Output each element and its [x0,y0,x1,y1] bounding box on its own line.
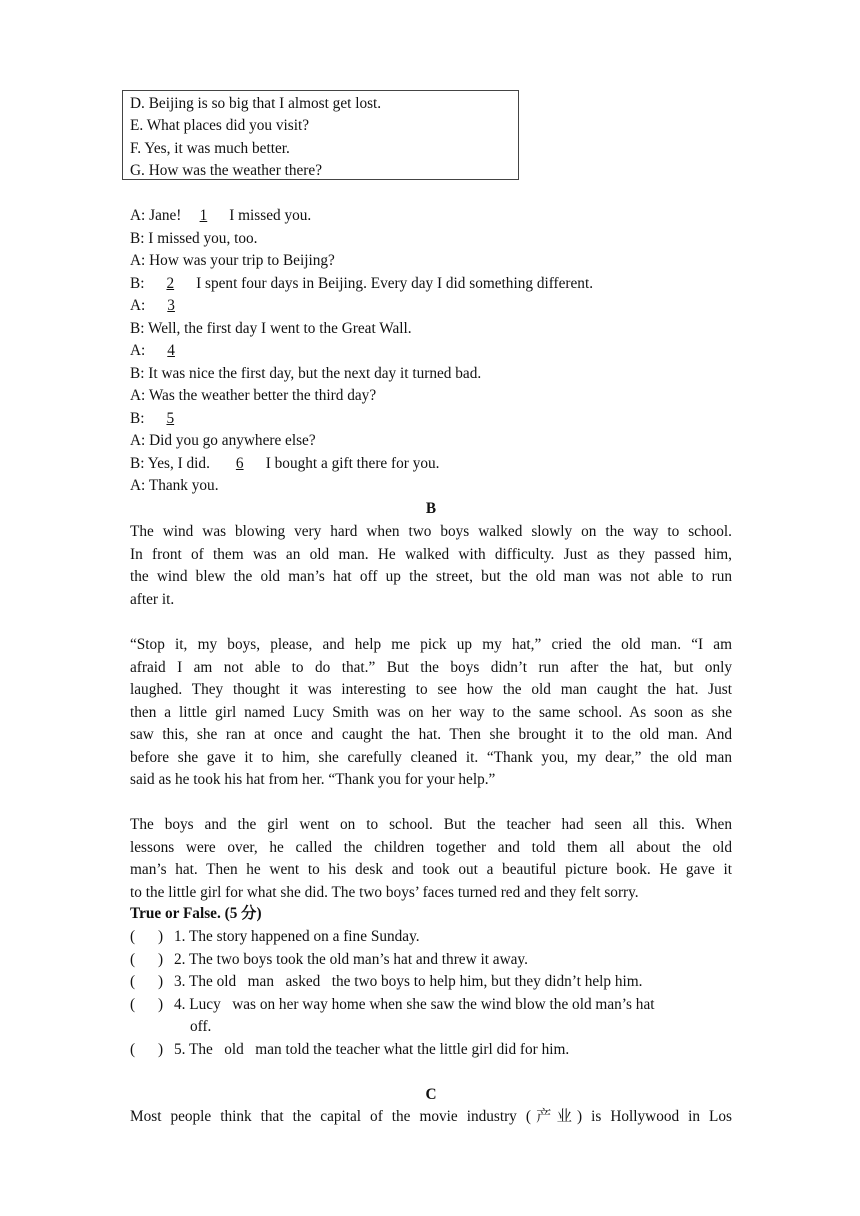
tf-item: ( ) 1. The story happened on a fine Sunday. [130,926,732,949]
section-c-paragraph: Most people think that the capital of the movie industry (产业) is Hollywood in Los [130,1108,732,1125]
tf-item: ( ) 3. The old man asked the two boys to help him, but they didn’t help him. [130,971,732,994]
true-false-list [130,926,732,1061]
dialog-line: B: 2 I spent four days in Beijing. Every day I did something different. [130,273,740,296]
answer-blank[interactable]: ( ) [130,1040,164,1058]
answer-blank[interactable]: ( ) [130,995,164,1013]
option-g: G. How was the weather there? [130,162,322,180]
option-f: F. Yes, it was much better. [130,139,290,157]
answer-blank[interactable]: ( ) [130,950,164,968]
tf-item-continuation: off. [190,1018,212,1035]
section-b-paragraph-3: The boys and the girl went on to school. But the teacher had seen all this. When lessons were over, he called the children together and told them all about the old man’s hat. Then he went to his desk and took out a beautiful picture book. He gave it to the little girl for what she did. The two boys’ faces turned red and they felt sorry. [130,816,732,901]
dialog-line: A: 3 [130,295,740,318]
blank-3: 3 [167,297,175,314]
tf-item: ( ) 4. Lucy was on her way home when she saw the wind blow the old man’s hat [130,994,732,1017]
blank-6: 6 [235,454,244,472]
tf-item: ( ) 5. The old man told the teacher what the little girl did for him. [130,1039,732,1062]
dialogue [130,205,740,498]
answer-blank[interactable]: ( ) [130,928,164,945]
dialog-line: B: It was nice the first day, but the next day it turned bad. [130,364,482,382]
option-d: D. Beijing is so big that I almost get lost. [130,95,382,112]
options-box [122,90,519,180]
tf-item: ( ) 2. The two boys took the old man’s hat and threw it away. [130,949,732,972]
blank-4: 4 [167,342,175,359]
blank-5: 5 [166,409,175,427]
blank-1: 1 [199,207,208,224]
dialog-line: B: I missed you, too. [130,229,258,247]
true-false-title: True or False. (5 分) [130,905,262,922]
section-b-paragraph-1: The wind was blowing very hard when two boys walked slowly on the way to school. In front of them was an old man. He walked with difficulty. Just as they passed him, the wind blew the old man’s hat off up the street, but the old man was not able to run after it. [130,523,732,608]
section-b-heading: B [425,500,437,517]
dialog-line: A: Jane! 1 I missed you. [130,205,740,228]
dialog-line: A: How was your trip to Beijing? [130,252,335,269]
dialog-line: A: Thank you. [130,477,219,494]
dialog-line: B: Well, the first day I went to the Great Wall. [130,319,412,337]
section-c-heading: C [425,1086,437,1103]
dialog-line: B: Yes, I did. 6 I bought a gift there for you. [130,453,740,476]
dialog-line: A: Did you go anywhere else? [130,432,316,449]
option-e: E. What places did you visit? [130,117,309,135]
dialog-line: A: 4 [130,340,740,363]
section-b-paragraph-2: “Stop it, my boys, please, and help me pick up my hat,” cried the old man. “I am afraid I am not able to do that.” But the boys didn’t run after the hat, but only laughed. They thought it was interesting to see how the old man caught the hat. Just then a little girl named Lucy Smith was on her way to the same school. As soon as she saw this, she ran at once and caught the hat. Then she brought it to the old man. And before she gave it to him, she carefully cleaned it. “Thank you, my dear,” the old man said as he took his hat from her. “Thank you for your help.” [130,636,732,788]
answer-blank[interactable]: ( ) [130,973,164,990]
dialog-line: B: 5 [130,408,740,431]
blank-2: 2 [166,274,175,292]
dialog-line: A: Was the weather better the third day? [130,387,377,404]
